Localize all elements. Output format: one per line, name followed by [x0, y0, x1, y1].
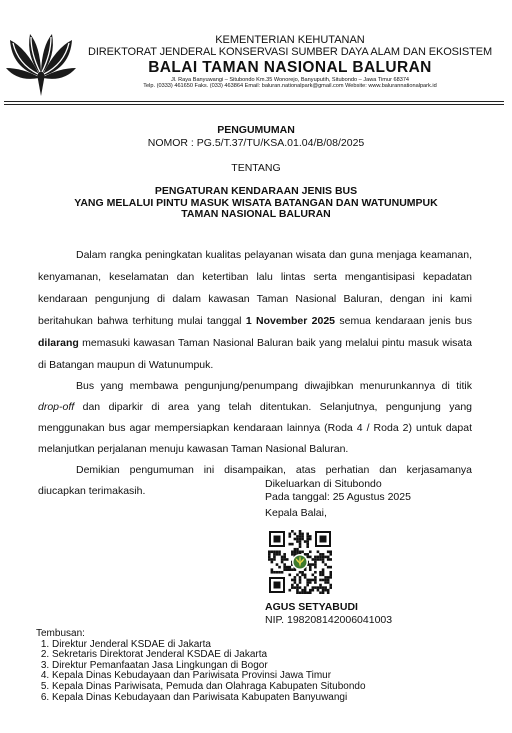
- signatory-position: Kepala Balai,: [265, 507, 327, 519]
- subject-line: YANG MELALUI PINTU MASUK WISATA BATANGAN DAN WATUNUMPUK: [74, 196, 438, 209]
- cc-recipient: 5. Kepala Dinas Pariwisata, Pemuda dan Olahraga Kabupaten Situbondo: [52, 682, 366, 693]
- announcement-heading: PENGUMUMAN: [217, 124, 295, 136]
- subject-line: PENGATURAN KENDARAAN JENIS BUS: [154, 185, 358, 197]
- body-paragraph-1: [38, 244, 472, 376]
- signatory-name: AGUS SETYABUDI: [265, 601, 358, 613]
- carbon-copy-list: [36, 629, 366, 703]
- ministry-name: KEMENTERIAN KEHUTANAN: [215, 34, 365, 46]
- issued-at: Dikeluarkan di Situbondo: [265, 478, 382, 490]
- dropoff-term: drop-off: [38, 401, 75, 413]
- announcement-subject: [30, 186, 482, 221]
- office-name: BALAI TAMAN NASIONAL BALURAN: [148, 59, 432, 77]
- body-paragraph-3: Demikian pengumuman ini disampaikan, atas perhatian dan kerjasamanya diucapkan terimakasih.: [38, 464, 472, 497]
- body-paragraph-2: [38, 376, 472, 460]
- subject-line: TAMAN NASIONAL BALURAN: [181, 208, 331, 220]
- issue-date: Pada tanggal: 25 Agustus 2025: [265, 491, 411, 503]
- office-address: Jl. Raya Banyuwangi – Situbondo Km.35 Wonorejo, Banyuputih, Situbondo – Jawa Timur 68374: [170, 77, 410, 84]
- announcement-body: [38, 244, 472, 502]
- directorate-name: DIREKTORAT JENDERAL KONSERVASI SUMBER DAYA ALAM DAN EKOSISTEM: [87, 46, 493, 59]
- letterhead: [84, 34, 496, 90]
- about-label: TENTANG: [231, 162, 281, 174]
- p1-text-a: Dalam rangka peningkatan kualitas pelayanan wisata dan guna menjaga keamanan, kenyamanan, keselamatan dan ketertiban lalu lintas serta mengantisipasi kepadatan kendaraan pengunjung di dalam kawasan Taman Nasional Baluran, dengan ini kami beritahukan bahwa terhitung mulai tanggal: [38, 249, 472, 327]
- letterhead-divider-thin: [4, 104, 504, 105]
- office-contact: Telp. (0333) 461650 Faks. (033) 463864 Email: baluran.nationalpark@gmail.com Website: www.balurannationalpark.id: [143, 83, 437, 90]
- p1-text-b: semua kendaraan jenis bus: [335, 315, 472, 327]
- cc-recipient: 4. Kepala Dinas Kebudayaan dan Pariwisata Provinsi Jawa Timur: [52, 671, 366, 682]
- letterhead-divider: [4, 101, 504, 102]
- signature-issue-block: [265, 478, 411, 504]
- p1-text-c: memasuki kawasan Taman Nasional Baluran baik yang melalui pintu masuk wisata di Batangan maupun di Watunumpuk.: [38, 337, 472, 371]
- cc-recipient: 1. Direktur Jenderal KSDAE di Jakarta: [52, 640, 366, 651]
- p2-text-b: dan diparkir di area yang telah ditentukan. Selanjutnya, pengunjung yang menggunakan bus agar mempersiapkan kendaraan lainnya (Roda 4 / Roda 2) untuk dapat melanjutkan perjalanan menuju kawasan Taman Nasional Baluran.: [38, 401, 472, 455]
- announcement-number: NOMOR : PG.5/T.37/TU/KSA.01.04/B/08/2025: [147, 137, 365, 149]
- cc-recipient: 6. Kepala Dinas Kebudayaan dan Pariwisata Kabupaten Banyuwangi: [52, 693, 366, 704]
- cc-heading: Tembusan:: [36, 628, 85, 639]
- forestry-emblem-icon: [4, 30, 78, 98]
- prohibited-word: dilarang: [38, 337, 79, 349]
- signature-qr-code-icon: [268, 530, 332, 594]
- cc-recipient: 2. Sekretaris Direktorat Jenderal KSDAE di Jakarta: [52, 650, 366, 661]
- cc-recipient: 3. Direktur Pemanfaatan Jasa Lingkungan di Bogor: [52, 661, 366, 672]
- p2-text-a: Bus yang membawa pengunjung/penumpang diwajibkan menurunkannya di titik: [76, 380, 472, 392]
- effective-date: 1 November 2025: [245, 315, 336, 327]
- cc-recipients: [36, 640, 366, 704]
- signatory-nip: NIP. 198208142006041003: [265, 614, 393, 626]
